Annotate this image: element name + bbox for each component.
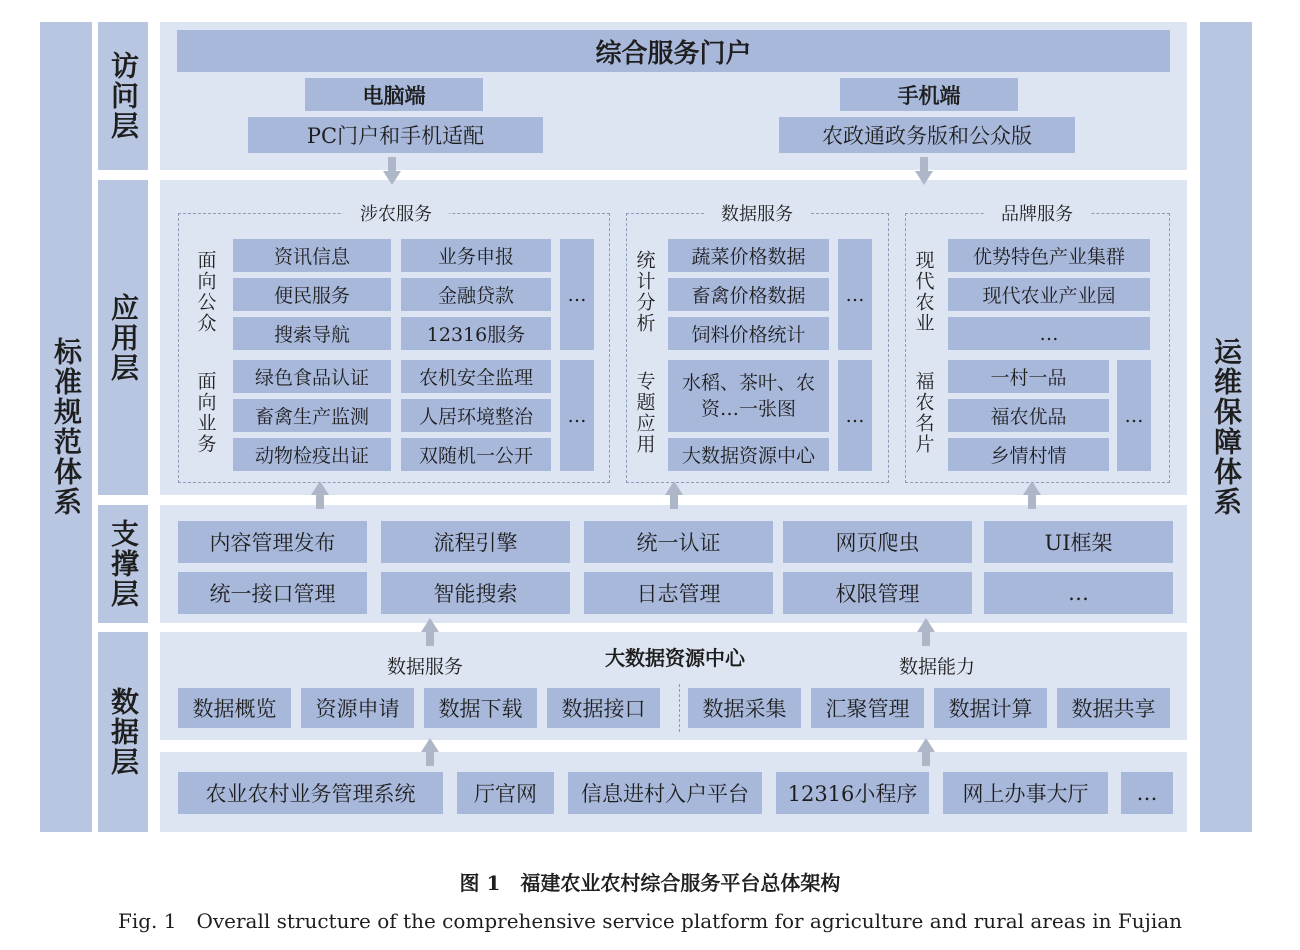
big-data-center-title: 大数据资源中心 [605,645,745,670]
layer-label-application: 应用层 [98,180,148,495]
figure-caption-english: Fig. 1 Overall structure of the comprehensive service platform for agriculture and rural areas in Fujian [117,908,1183,933]
brand-services-title: 品牌服务 [984,200,1090,226]
data-source-item: 农业农村业务管理系统 [178,772,443,814]
agri-item: 绿色食品认证 [233,360,391,393]
agri-item: 人居环境整治 [401,399,551,432]
data-item: 蔬菜价格数据 [668,239,829,272]
data-services-title: 数据服务 [704,200,810,226]
agri-item: 农机安全监理 [401,360,551,393]
data-service-item: 资源申请 [301,688,414,728]
agri-item: 资讯信息 [233,239,391,272]
agri-business-label: 面向业务 [194,371,217,455]
data-source-item: … [1121,772,1173,814]
data-capability-item: 数据共享 [1057,688,1170,728]
data-stats-label: 统计分析 [633,250,656,334]
data-service-item: 数据下载 [424,688,537,728]
brand-item: 现代农业产业园 [948,278,1150,311]
brand-item: 优势特色产业集群 [948,239,1150,272]
data-source-item: 信息进村入户平台 [568,772,762,814]
arrow-up-icon [665,481,683,509]
layer-label-access: 访问层 [98,22,148,170]
agri-item: 业务申报 [401,239,551,272]
standards-system-column [40,22,92,832]
layer-label-support: 支撑层 [98,505,148,623]
support-item: 内容管理发布 [178,521,367,563]
data-source-item: 12316小程序 [776,772,929,814]
mobile-app-box: 农政通政务版和公众版 [779,117,1075,153]
brand-item: 福农优品 [948,399,1109,432]
brand-item: … [948,317,1150,350]
data-capability-item: 汇聚管理 [811,688,924,728]
data-source-item: 厅官网 [457,772,554,814]
agri-public-label: 面向公众 [194,250,217,334]
support-item: 统一接口管理 [178,572,367,614]
support-item: 智能搜索 [381,572,570,614]
agri-item: 双随机一公开 [401,438,551,471]
arrow-up-icon [917,618,935,646]
brand-modern-label: 现代农业 [912,250,935,334]
agri-item: 搜索导航 [233,317,391,350]
arrow-up-icon [421,738,439,766]
data-topic-label: 专题应用 [633,371,656,455]
arrow-down-icon [915,157,933,185]
data-divider [679,684,680,732]
layer-label-data: 数据层 [98,632,148,832]
arrow-up-icon [311,481,329,509]
agri-item: 动物检疫出证 [233,438,391,471]
support-item: UI框架 [984,521,1173,563]
agri-public-more: … [560,239,594,350]
data-service-item: 数据概览 [178,688,291,728]
support-item: 权限管理 [783,572,972,614]
agri-business-more: … [560,360,594,471]
data-topic-more: … [838,360,872,471]
agri-item: 便民服务 [233,278,391,311]
brand-card-label: 福农名片 [912,371,935,455]
service-portal-box: 综合服务门户 [177,30,1170,72]
data-item: 饲料价格统计 [668,317,829,350]
agri-item: 金融贷款 [401,278,551,311]
figure-caption-chinese: 图 1 福建农业农村综合服务平台总体架构 [459,870,841,895]
data-service-item: 数据接口 [547,688,660,728]
agri-item: 畜禽生产监测 [233,399,391,432]
arrow-down-icon [383,157,401,185]
brand-card-more: … [1117,360,1151,471]
support-item: 统一认证 [584,521,773,563]
data-capability-title: 数据能力 [898,655,975,678]
support-item: … [984,572,1173,614]
data-item: 畜禽价格数据 [668,278,829,311]
brand-item: 乡情村情 [948,438,1109,471]
data-service-title: 数据服务 [386,655,463,678]
support-item: 日志管理 [584,572,773,614]
agri-services-title: 涉农服务 [343,200,449,226]
pc-client-box: 电脑端 [305,78,483,111]
data-capability-item: 数据采集 [688,688,801,728]
arrow-up-icon [1023,481,1041,509]
data-item: 水稻、茶叶、农资…一张图 [668,360,829,432]
arrow-up-icon [917,738,935,766]
arrow-up-icon [421,618,439,646]
data-capability-item: 数据计算 [934,688,1047,728]
data-source-item: 网上办事大厅 [943,772,1108,814]
operations-system-label: 运维保障体系 [1210,337,1243,517]
brand-item: 一村一品 [948,360,1109,393]
pc-portal-box: PC门户和手机适配 [248,117,543,153]
support-item: 流程引擎 [381,521,570,563]
agri-item: 12316服务 [401,317,551,350]
mobile-client-box: 手机端 [840,78,1018,111]
support-item: 网页爬虫 [783,521,972,563]
standards-system-label: 标准规范体系 [50,337,83,517]
data-item: 大数据资源中心 [668,438,829,471]
data-stats-more: … [838,239,872,350]
operations-system-column [1200,22,1252,832]
